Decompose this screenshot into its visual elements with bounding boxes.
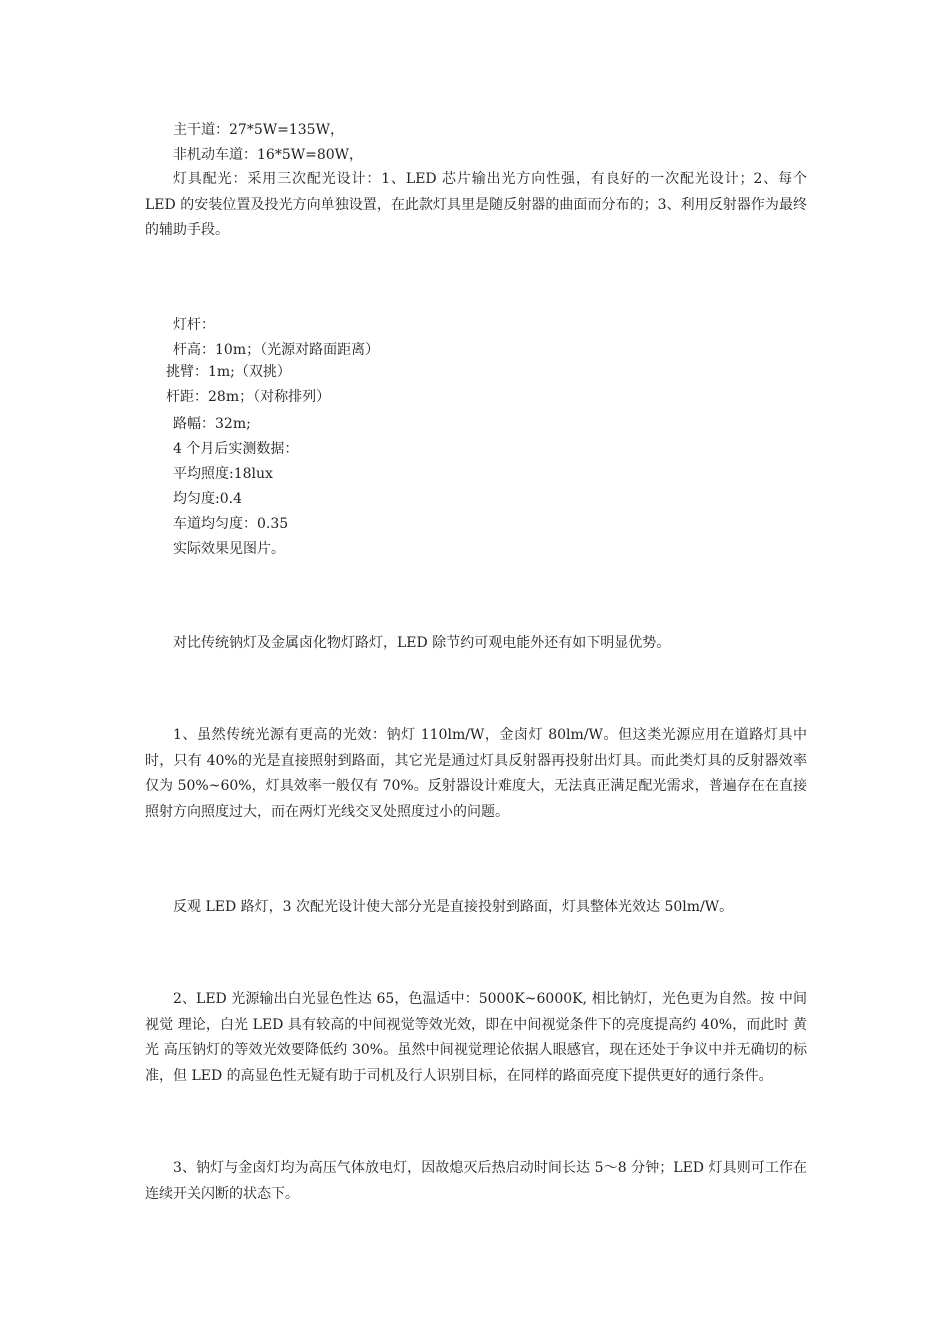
advantage-3-paragraph: 3、钠灯与金卤灯均为高压气体放电灯，因故熄灭后热启动时间长达 5～8 分钟；LED 灯具则可工作在连续开关闪断的状态下。: [145, 1160, 807, 1202]
road-width-line: 路幅：32m;: [173, 416, 251, 432]
advantage-2-paragraph: 2、LED 光源输出白光显色性达 65，色温适中：5000K~6000K, 相比钠灯，光色更为自然。按 中间视觉 理论，白光 LED 具有较高的中间视觉等效光效，即在中间视觉条件下的亮度提高约 40%，而此时 黄光 高压钠灯的等效光效要降低约 30%。虽然中间视觉理论依据人眼感官，现在还处于争议中并无确切的标准，但 LED 的高显色性无疑有助于司机及行人识别目标，在同样的路面亮度下提供更好的通行条件。: [145, 991, 807, 1084]
see-pictures-line: 实际效果见图片。: [173, 541, 285, 557]
nonmotor-road-power-line: 非机动车道：16*5W=80W，: [173, 147, 364, 163]
optics-paragraph: 灯具配光：采用三次配光设计：1、LED 芯片输出光方向性强，有良好的一次配光设计；2、每个 LED 的安装位置及投光方向单独设置，在此款灯具里是随反射器的曲面而分布的；3、利用反射器作为最终的辅助手段。: [145, 171, 807, 239]
uniformity-line: 均匀度:0.4: [173, 491, 242, 507]
pole-section-title: 灯杆：: [173, 317, 215, 333]
pole-height-line: 杆高：10m；（光源对路面距离）: [173, 342, 380, 358]
average-illuminance-line: 平均照度:18lux: [173, 466, 273, 482]
lane-uniformity-line: 车道均匀度：0.35: [173, 516, 289, 532]
measurement-title: 4 个月后实测数据：: [173, 441, 299, 457]
comparison-intro: 对比传统钠灯及金属卤化物灯路灯，LED 除节约可观电能外还有如下明显优势。: [173, 635, 671, 651]
advantage-1-paragraph: 1、虽然传统光源有更高的光效：钠灯 110lm/W，金卤灯 80lm/W。但这类光源应用在道路灯具中时，只有 40%的光是直接照射到路面，其它光是通过灯具反射器再投射出灯具。而此类灯具的反射器效率仅为 50%~60%，灯具效率一般仅有 70%。反射器设计难度大，无法真正满足配光需求，普遍存在在直接照射方向照度过大，而在两灯光线交叉处照度过小的问题。: [145, 727, 807, 820]
pole-arm-line: 挑臂：1m;（双挑）: [166, 364, 291, 380]
led-efficacy-line: 反观 LED 路灯，3 次配光设计使大部分光是直接投射到路面，灯具整体光效达 50lm/W。: [173, 899, 734, 915]
pole-spacing-line: 杆距：28m；（对称排列）: [166, 389, 331, 405]
main-road-power-line: 主干道：27*5W=135W，: [173, 122, 344, 138]
